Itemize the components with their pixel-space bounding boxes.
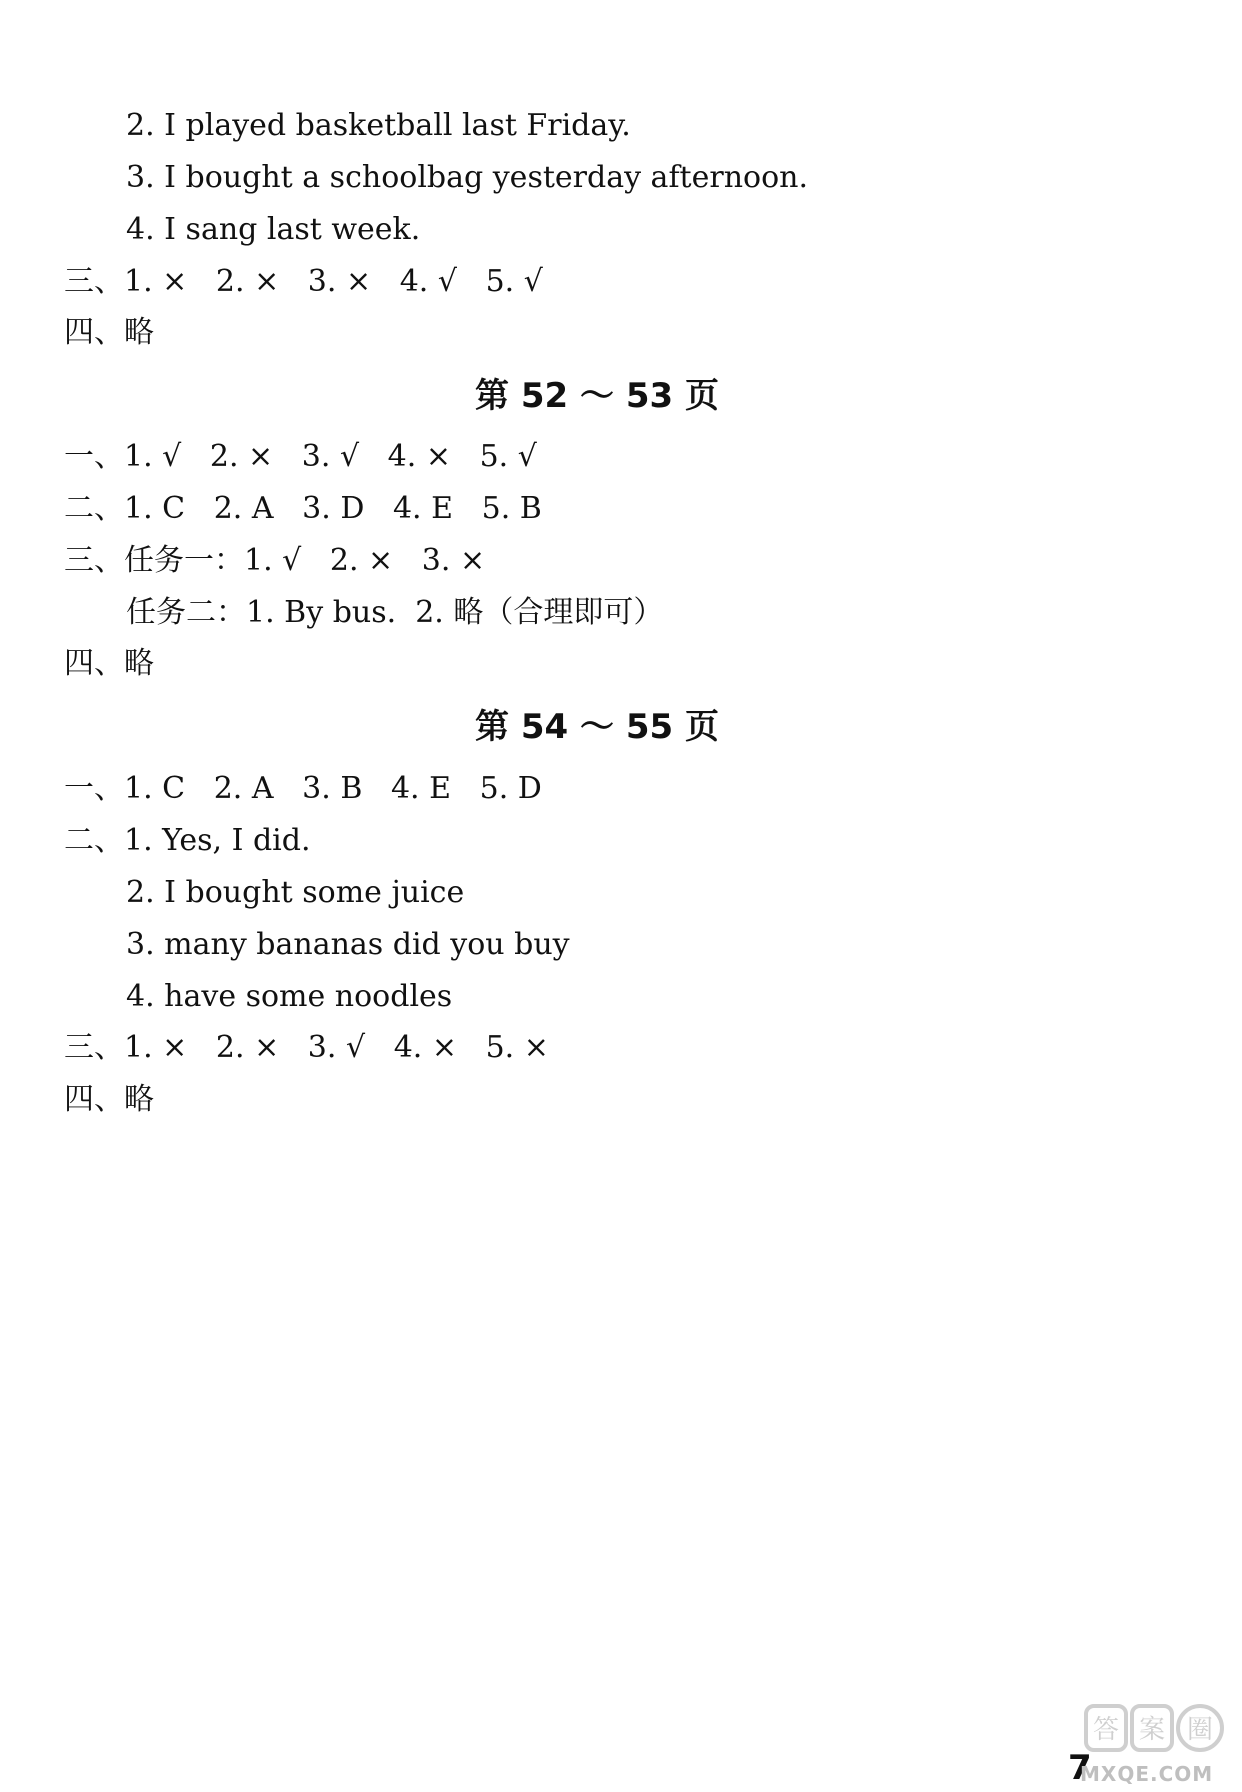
svg-text:圈: 圈 <box>1186 1715 1214 1745</box>
answer-line: 任务二：1. By bus. 2. 略（合理即可） <box>126 595 664 630</box>
answer-line: 3. many bananas did you buy <box>126 927 570 962</box>
answer-line: 一、1. √ 2. × 3. √ 4. × 5. √ <box>64 439 537 474</box>
svg-text:答: 答 <box>1092 1715 1120 1745</box>
page-number: 7 <box>1068 1748 1092 1788</box>
answer-line: 4. have some noodles <box>126 979 453 1014</box>
answer-line: 3. I bought a schoolbag yesterday afternoon. <box>126 160 809 195</box>
answer-line: 四、略 <box>64 315 154 350</box>
answer-line: 一、1. C 2. A 3. B 4. E 5. D <box>64 771 542 806</box>
section-heading-text: 第 52 ～ 53 页 <box>475 376 719 416</box>
answer-line: 三、任务一：1. √ 2. × 3. × <box>64 543 486 578</box>
answer-line: 四、略 <box>64 1082 154 1117</box>
answer-line: 2. I bought some juice <box>126 875 465 910</box>
answer-line: 三、1. × 2. × 3. × 4. √ 5. √ <box>64 264 543 299</box>
section-heading-text: 第 54 ～ 55 页 <box>475 707 719 747</box>
answer-line: 2. I played basketball last Friday. <box>126 108 631 143</box>
answer-line: 二、1. Yes, I did. <box>64 823 311 858</box>
svg-text:案: 案 <box>1138 1715 1166 1745</box>
answer-line: 四、略 <box>64 646 154 681</box>
answer-line: 二、1. C 2. A 3. D 4. E 5. B <box>64 491 542 526</box>
answer-line: 4. I sang last week. <box>126 212 421 247</box>
watermark-site: MXQE.COM <box>1080 1762 1214 1786</box>
answer-line: 三、1. × 2. × 3. √ 4. × 5. × <box>64 1030 549 1065</box>
